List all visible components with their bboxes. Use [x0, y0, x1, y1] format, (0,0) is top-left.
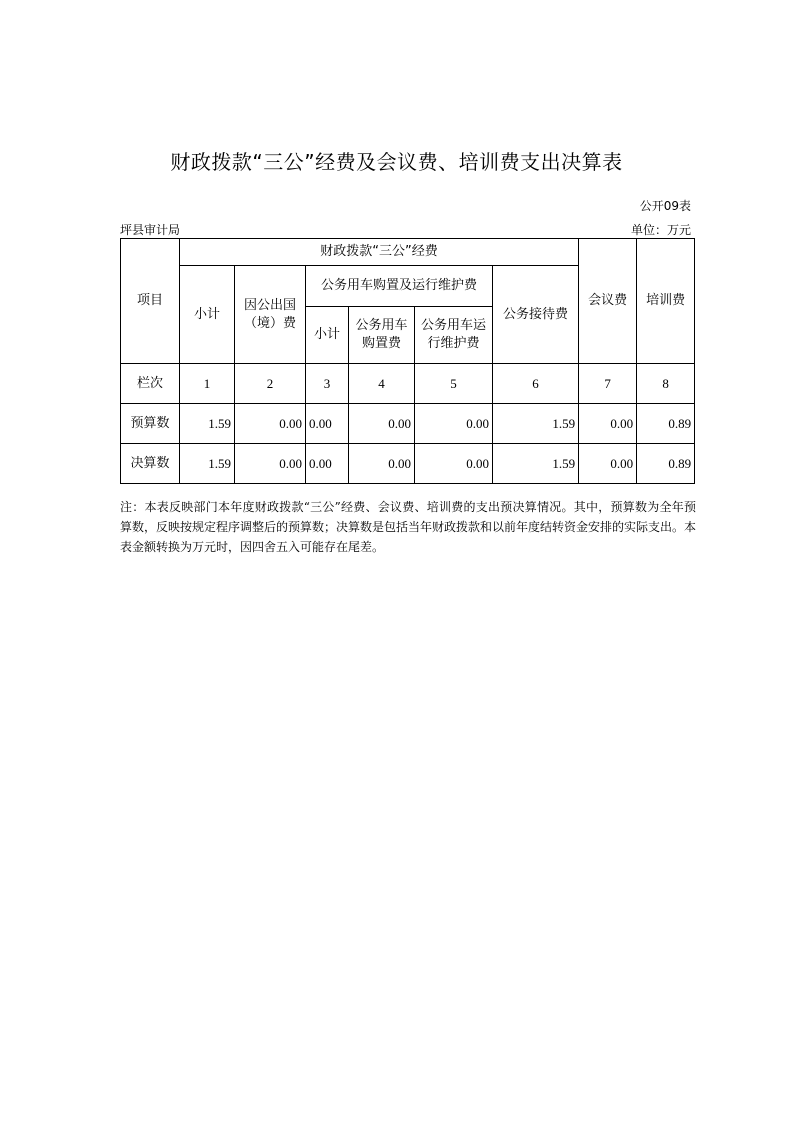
header-vehicle-purchase: 公务用车购置费 [349, 307, 415, 364]
header-training: 培训费 [637, 239, 695, 364]
table-cell: 0.00 [235, 444, 306, 484]
header-vehicle-operation: 公务用车运行维护费 [415, 307, 493, 364]
table-cell: 0.00 [349, 404, 415, 444]
page-title: 财政拨款“三公”经费及会议费、培训费支出决算表 [170, 150, 623, 174]
row-label: 栏次 [121, 364, 180, 404]
table-cell: 0.00 [579, 404, 637, 444]
form-number: 公开09表 [639, 199, 691, 213]
unit-label: 单位：万元 [630, 223, 691, 237]
table-cell: 6 [493, 364, 579, 404]
footnote: 注：本表反映部门本年度财政拨款“三公”经费、会议费、培训费的支出预决算情况。其中，预算数为全年预算数，反映按规定程序调整后的预算数；决算数是包括当年财政拨款和以前年度结转资金安排的实际支出。本表金额转换为万元时，因四舍五入可能存在尾差。 [120, 500, 697, 554]
header-vehicle: 公务用车购置及运行维护费 [306, 266, 493, 307]
table-cell: 1.59 [493, 404, 579, 444]
row-label: 预算数 [121, 404, 180, 444]
table-cell: 8 [637, 364, 695, 404]
table-cell: 7 [579, 364, 637, 404]
table-cell: 1.59 [180, 444, 235, 484]
table-cell: 0.00 [415, 404, 493, 444]
header-meeting: 会议费 [579, 239, 637, 364]
table-cell: 0.89 [637, 444, 695, 484]
table-row-budget [121, 404, 695, 444]
table-cell: 0.00 [306, 404, 349, 444]
expense-table [120, 238, 695, 484]
organization-name: 坪县审计局 [120, 223, 181, 237]
table-cell: 0.00 [349, 444, 415, 484]
header-three-public: 财政拨款“三公”经费 [180, 239, 579, 266]
header-abroad: 因公出国（境）费 [235, 266, 306, 364]
row-label: 决算数 [121, 444, 180, 484]
table-cell: 0.00 [306, 444, 349, 484]
table-cell: 3 [306, 364, 349, 404]
header-reception: 公务接待费 [493, 266, 579, 364]
table-cell: 1 [180, 364, 235, 404]
table-cell: 0.00 [579, 444, 637, 484]
table-cell: 0.00 [235, 404, 306, 444]
table-cell: 4 [349, 364, 415, 404]
table-cell: 0.89 [637, 404, 695, 444]
table-cell: 5 [415, 364, 493, 404]
table-row-column-index [121, 364, 695, 404]
table-cell: 2 [235, 364, 306, 404]
table-cell: 1.59 [493, 444, 579, 484]
table-row-final [121, 444, 695, 484]
table-cell: 0.00 [415, 444, 493, 484]
header-item: 项目 [121, 239, 180, 364]
header-subtotal: 小计 [180, 266, 235, 364]
table-cell: 1.59 [180, 404, 235, 444]
header-vehicle-subtotal: 小计 [306, 307, 349, 364]
